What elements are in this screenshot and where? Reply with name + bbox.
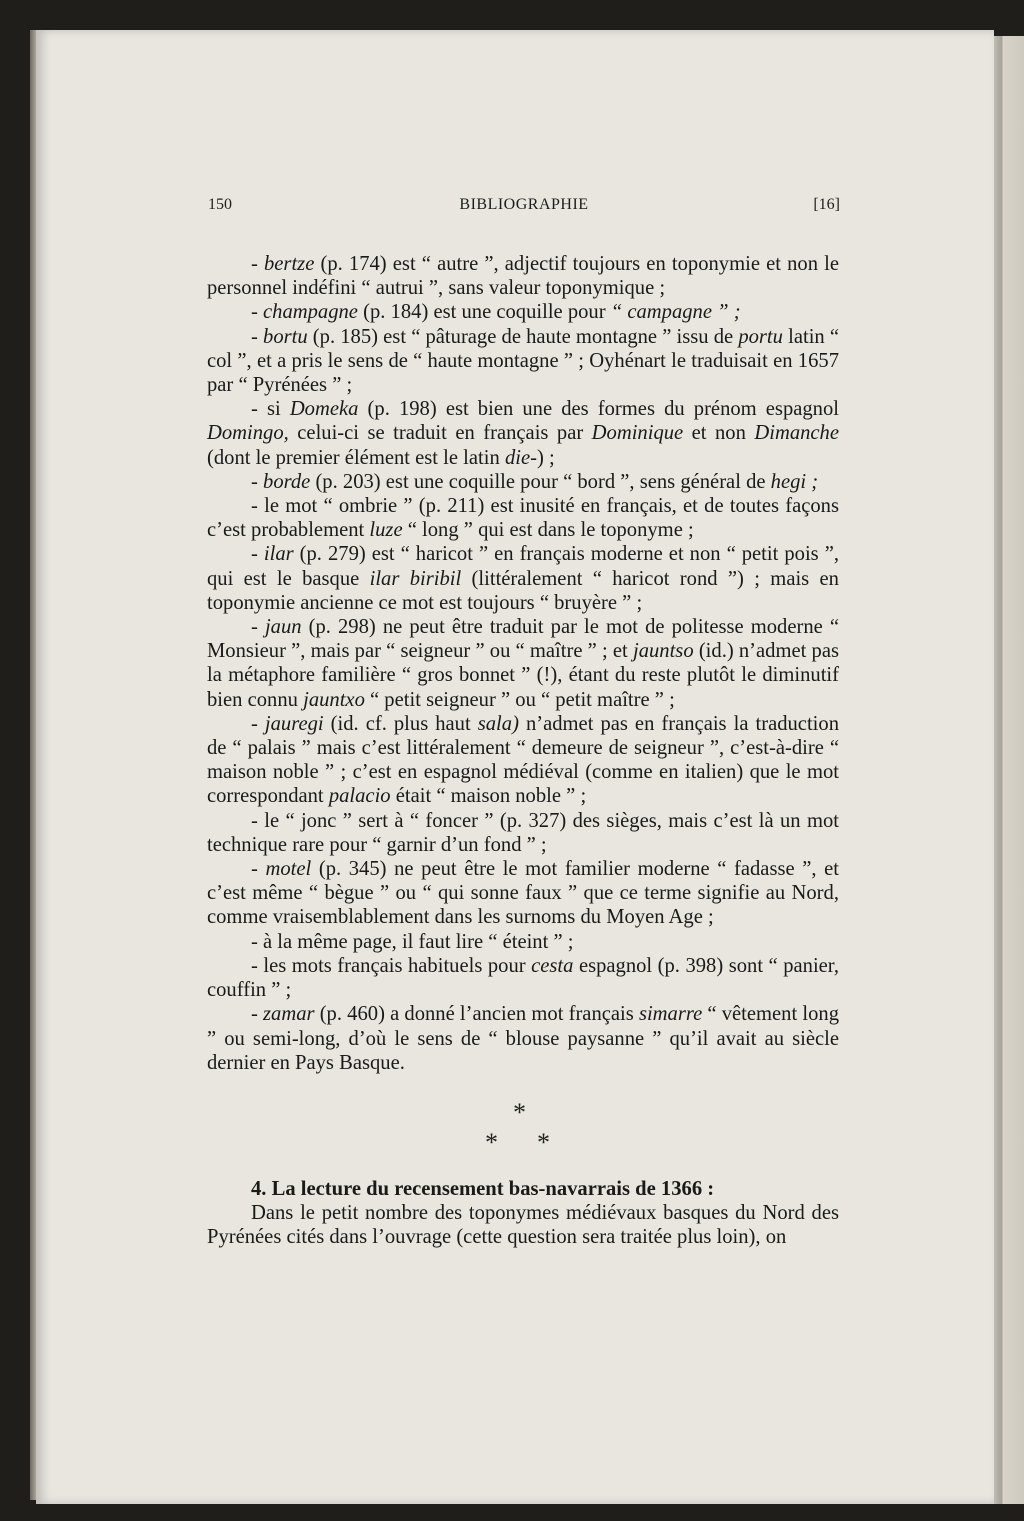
errata-item — [207, 470, 839, 494]
text-run: - le “ jonc ” sert à “ foncer ” (p. 327) des sièges, mais c’est là un mot technique rare pour “ garnir d’un fond ” ; — [207, 809, 839, 856]
errata-item — [207, 494, 839, 542]
italic-term: zamar — [263, 1003, 315, 1026]
text-run: - les mots français habituels pour — [251, 954, 532, 977]
italic-term: ilar — [263, 543, 294, 566]
italic-term: sala) — [477, 712, 519, 735]
italic-term: Domeka — [289, 398, 359, 421]
italic-term: bortu — [263, 325, 308, 348]
text-run: (p. 460) a donné l’ancien mot français — [314, 1003, 639, 1026]
text-run: - si — [251, 398, 290, 421]
italic-term: “ campagne ” ; — [610, 301, 741, 324]
closing-paragraph: Dans le petit nombre des toponymes médiévaux basques du Nord des Pyrénées cités dans l’ouvrage (cette question sera traitée plus loin), on — [207, 1202, 839, 1249]
italic-term: hegi ; — [770, 470, 819, 493]
text-run: “ long ” qui est dans le toponyme ; — [402, 519, 694, 542]
page-body — [207, 252, 839, 1250]
errata-item — [207, 615, 839, 712]
errata-item — [207, 930, 839, 954]
text-run: (p. 345) ne peut être le mot familier moderne “ fadasse ”, et c’est même “ bègue ” ou “ qui sonne faux ” que ce terme signifie au Nord, comme vraisemblablement dans les surnoms du Moyen Age ; — [207, 858, 839, 929]
section-separator — [207, 1091, 839, 1177]
text-run: - — [251, 470, 264, 493]
errata-item — [207, 542, 839, 615]
text-run: était “ maison noble ” ; — [390, 785, 587, 808]
page-number: 150 — [208, 196, 232, 213]
text-run: celui-ci se traduit en français par — [288, 422, 592, 445]
errata-item — [207, 325, 839, 398]
errata-list — [207, 252, 839, 1075]
errata-item — [207, 300, 839, 324]
separator-star: * — [485, 1127, 498, 1157]
italic-term: motel — [265, 858, 312, 881]
text-run: (p. 174) est “ autre ”, adjectif toujours en toponymie et non le personnel indéfini “ autrui ”, sans valeur toponymique ; — [207, 253, 839, 300]
text-run: espagnol (p. 398) sont “ panier, couffin ” ; — [207, 954, 839, 1002]
text-run: “ petit seigneur ” ou “ petit maître ” ; — [364, 688, 675, 711]
errata-item — [207, 1002, 839, 1075]
italic-term: jauntxo — [303, 688, 365, 711]
text-run: (id.) n’admet pas la métaphore familière “ gros bonnet ” (!), étant du reste plutôt le diminutif bien connu — [207, 640, 839, 711]
text-run: - — [251, 543, 264, 566]
text-run: - le mot “ ombrie ” (p. 211) est inusité en français, et de toutes façons c’est probablement — [207, 495, 839, 542]
text-run: - — [251, 712, 265, 735]
italic-term: palacio — [328, 785, 391, 808]
text-run: (dont le premier élément est le latin — [207, 446, 505, 469]
text-run: - — [251, 858, 266, 881]
errata-item — [207, 712, 839, 809]
text-run: (littéralement “ haricot rond ”) ; mais en toponymie ancienne ce mot est toujours “ bruyère ” ; — [207, 567, 839, 614]
errata-item — [207, 857, 839, 930]
text-run: (p. 198) est bien une des formes du prénom espagnol — [358, 398, 839, 421]
running-header — [208, 196, 840, 220]
text-run: - — [251, 1003, 264, 1026]
errata-item — [207, 954, 839, 1002]
text-run: (p. 298) ne peut être traduit par le mot de politesse moderne “ Monsieur ”, mais par “ seigneur ” ou “ maître ” ; et — [207, 616, 839, 663]
text-run: ) ; — [536, 446, 555, 469]
italic-term: Dimanche — [754, 422, 839, 445]
text-run: latin “ col ”, et a pris le sens de “ haute montagne ” ; Oyhénart le traduisait en 1657 par “ Pyrénées ” ; — [207, 325, 839, 397]
italic-term: ilar biribil — [369, 567, 462, 590]
text-run: “ vêtement long ” ou semi-long, d’où le sens de “ blouse paysanne ” qu’il avait au siècle dernier en Pays Basque. — [207, 1003, 839, 1074]
text-run: (p. 203) est une coquille pour “ bord ”, sens général de — [310, 470, 771, 493]
section-marker: [16] — [813, 196, 840, 213]
errata-item — [207, 809, 839, 857]
text-run: et non — [683, 422, 755, 445]
separator-star: * — [537, 1127, 550, 1157]
text-run: (id. cf. plus haut — [323, 712, 478, 735]
italic-term: luze — [369, 519, 403, 542]
text-run: (p. 184) est une coquille pour — [357, 301, 611, 324]
text-run: - — [251, 253, 264, 275]
italic-term: Dominique — [591, 422, 684, 445]
section-heading: 4. La lecture du recensement bas-navarrais de 1366 : — [251, 1177, 715, 1200]
italic-term: die- — [504, 446, 537, 469]
italic-term: borde — [263, 470, 311, 493]
italic-term: bertze — [264, 253, 315, 275]
errata-item — [207, 252, 839, 300]
italic-term: jauregi — [264, 712, 324, 735]
text-run: (p. 185) est “ pâturage de haute montagne ” issu de — [307, 325, 739, 348]
italic-term: champagne — [263, 301, 358, 324]
italic-term: jaun — [264, 616, 302, 639]
text-run: - à la même page, il faut lire “ éteint ” ; — [251, 930, 574, 953]
text-run: - — [251, 325, 264, 348]
running-title: BIBLIOGRAPHIE — [459, 196, 589, 213]
italic-term: jauntso — [632, 640, 694, 663]
text-run: - — [251, 616, 265, 639]
italic-term: simarre — [638, 1003, 703, 1026]
separator-star: * — [513, 1097, 526, 1127]
page-edge-right — [992, 36, 1024, 1504]
italic-term: portu — [738, 325, 783, 348]
italic-term: Domingo, — [207, 422, 289, 445]
text-run: n’admet pas en français la traduction de “ palais ” mais c’est littéralement “ demeure de seigneur ”, c’est-à-dire “ maison noble ” ; c’est en espagnol médiéval (comme en italien) que le mot correspondant — [207, 712, 839, 808]
italic-term: cesta — [531, 954, 574, 977]
text-run: - — [251, 301, 264, 324]
errata-item — [207, 397, 839, 470]
text-run: (p. 279) est “ haricot ” en français moderne et non “ petit pois ”, qui est le basque — [207, 543, 839, 590]
